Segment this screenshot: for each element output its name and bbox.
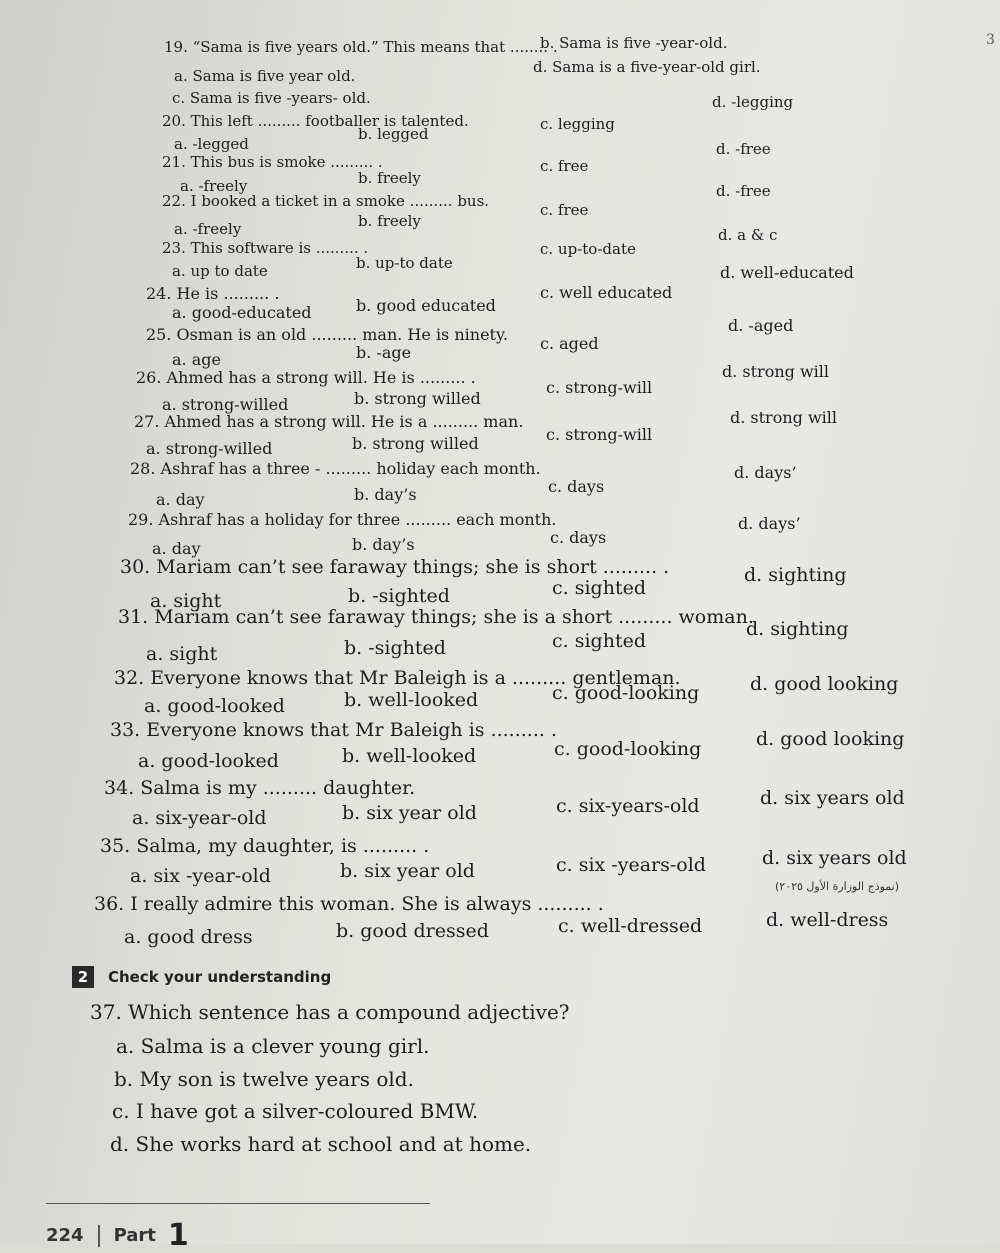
q27-option-b: b. strong willed bbox=[352, 434, 479, 453]
question-20: 20. This left ......... footballer is talented. bbox=[162, 112, 469, 130]
q35-option-a: a. six -year-old bbox=[130, 865, 271, 887]
section-header bbox=[72, 966, 331, 988]
q28-option-a: a. day bbox=[156, 490, 205, 509]
question-22: 22. I booked a ticket in a smoke ......... bus. bbox=[162, 192, 490, 210]
q21-option-b: b. freely bbox=[358, 169, 421, 187]
q29-option-d: d. days’ bbox=[738, 514, 801, 533]
q19-option-b: b. Sama is five -year-old. bbox=[540, 34, 728, 52]
q23-option-c: c. up-to-date bbox=[540, 240, 636, 258]
q35-option-b: b. six year old bbox=[340, 860, 475, 882]
q37-option-d: d. She works hard at school and at home. bbox=[110, 1132, 532, 1156]
q29-option-c: c. days bbox=[550, 528, 607, 547]
question-32: 32. Everyone knows that Mr Baleigh is a ......... gentleman. bbox=[114, 667, 681, 689]
q36-option-d: d. well-dress bbox=[766, 909, 889, 931]
question-28: 28. Ashraf has a three - ......... holiday each month. bbox=[130, 459, 541, 478]
q28-option-b: b. day’s bbox=[354, 485, 417, 504]
q19-option-d: d. Sama is a five-year-old girl. bbox=[533, 58, 761, 76]
question-25: 25. Osman is an old ......... man. He is ninety. bbox=[146, 325, 508, 344]
question-30: 30. Mariam can’t see faraway things; she is short ......... . bbox=[120, 556, 670, 578]
q31-option-b: b. -sighted bbox=[344, 637, 446, 659]
q20-option-a: a. -legged bbox=[174, 135, 249, 153]
question-35: 35. Salma, my daughter, is ......... . bbox=[100, 835, 430, 857]
section-title: Check your understanding bbox=[108, 968, 332, 986]
footer-separator bbox=[98, 1225, 100, 1247]
q34-option-c: c. six-years-old bbox=[556, 795, 700, 817]
q28-option-c: c. days bbox=[548, 477, 605, 496]
q25-option-c: c. aged bbox=[540, 334, 599, 353]
question-23: 23. This software is ......... . bbox=[162, 239, 369, 257]
q34-option-d: d. six years old bbox=[760, 787, 905, 809]
part-number: 1 bbox=[167, 1218, 189, 1253]
q35-option-c: c. six -years-old bbox=[556, 854, 706, 876]
q21-option-a: a. -freely bbox=[180, 177, 248, 195]
q32-option-d: d. good looking bbox=[750, 673, 899, 695]
question-31: 31. Mariam can’t see faraway things; she is a short ......... woman. bbox=[118, 606, 754, 628]
q19-option-a: a. Sama is five year old. bbox=[174, 67, 356, 85]
q34-option-b: b. six year old bbox=[342, 802, 477, 824]
q20-option-c: c. legging bbox=[540, 115, 615, 133]
q37-option-a: a. Salma is a clever young girl. bbox=[116, 1034, 430, 1058]
q25-option-a: a. age bbox=[172, 350, 221, 369]
q32-option-a: a. good-looked bbox=[144, 695, 285, 717]
page-footer bbox=[46, 1218, 189, 1253]
footer-rule bbox=[46, 1203, 430, 1204]
q30-option-c: c. sighted bbox=[552, 577, 646, 599]
q29-option-b: b. day’s bbox=[352, 535, 415, 554]
q31-option-d: d. sighting bbox=[746, 618, 849, 640]
q27-option-c: c. strong-will bbox=[546, 425, 653, 444]
q26-option-b: b. strong willed bbox=[354, 389, 481, 408]
q31-option-c: c. sighted bbox=[552, 630, 646, 652]
question-34: 34. Salma is my ......... daughter. bbox=[104, 777, 416, 799]
q30-option-b: b. -sighted bbox=[348, 585, 450, 607]
q31-option-a: a. sight bbox=[146, 643, 218, 665]
q21-option-c: c. free bbox=[540, 157, 589, 175]
question-26: 26. Ahmed has a strong will. He is ......... . bbox=[136, 368, 476, 387]
question-33: 33. Everyone knows that Mr Baleigh is ......... . bbox=[110, 719, 558, 741]
question-21: 21. This bus is smoke ......... . bbox=[162, 153, 383, 171]
q37-option-b: b. My son is twelve years old. bbox=[114, 1067, 414, 1091]
q20-option-d: d. -legging bbox=[712, 93, 794, 111]
q27-option-a: a. strong-willed bbox=[146, 439, 273, 458]
q32-option-b: b. well-looked bbox=[344, 689, 479, 711]
question-24: 24. He is ......... . bbox=[146, 284, 280, 303]
part-label: Part bbox=[113, 1225, 156, 1246]
corner-mark: 3 bbox=[986, 32, 995, 48]
question-37: 37. Which sentence has a compound adjective? bbox=[90, 1000, 570, 1024]
q24-option-b: b. good educated bbox=[356, 296, 496, 315]
section-number: 2 bbox=[72, 966, 94, 988]
q36-option-a: a. good dress bbox=[124, 926, 253, 948]
q23-option-a: a. up to date bbox=[172, 262, 268, 280]
question-36: 36. I really admire this woman. She is always ......... . bbox=[94, 893, 604, 915]
q26-option-a: a. strong-willed bbox=[162, 395, 289, 414]
question-27: 27. Ahmed has a strong will. He is a ......... man. bbox=[134, 412, 524, 431]
q26-option-c: c. strong-will bbox=[546, 378, 653, 397]
q22-option-d: d. -free bbox=[716, 182, 771, 200]
q19-option-c: c. Sama is five -years- old. bbox=[172, 89, 371, 107]
source-note: (نموذج الوزارة الأول ٢٠٢٥) bbox=[775, 880, 899, 893]
q24-option-a: a. good-educated bbox=[172, 303, 312, 322]
q20-option-b: b. legged bbox=[358, 125, 429, 143]
q29-option-a: a. day bbox=[152, 539, 201, 558]
q22-option-a: a. -freely bbox=[174, 220, 242, 238]
q33-option-d: d. good looking bbox=[756, 728, 905, 750]
q21-option-d: d. -free bbox=[716, 140, 771, 158]
q35-option-d: d. six years old bbox=[762, 847, 907, 869]
q28-option-d: d. days’ bbox=[734, 463, 797, 482]
q23-option-d: d. a & c bbox=[718, 226, 778, 244]
q24-option-d: d. well-educated bbox=[720, 263, 854, 282]
q30-option-d: d. sighting bbox=[744, 564, 847, 586]
q22-option-c: c. free bbox=[540, 201, 589, 219]
q37-option-c: c. I have got a silver-coloured BMW. bbox=[112, 1099, 479, 1123]
q27-option-d: d. strong will bbox=[730, 408, 838, 427]
q36-option-c: c. well-dressed bbox=[558, 915, 703, 937]
question-29: 29. Ashraf has a holiday for three ......... each month. bbox=[128, 510, 557, 529]
page-number: 224 bbox=[46, 1225, 84, 1246]
q33-option-c: c. good-looking bbox=[554, 738, 702, 760]
q36-option-b: b. good dressed bbox=[336, 920, 489, 942]
q33-option-a: a. good-looked bbox=[138, 750, 279, 772]
q25-option-d: d. -aged bbox=[728, 316, 794, 335]
question-19: 19. “Sama is five years old.” This means that ........ . bbox=[164, 38, 558, 56]
q24-option-c: c. well educated bbox=[540, 283, 673, 302]
q23-option-b: b. up-to date bbox=[356, 254, 453, 272]
q22-option-b: b. freely bbox=[358, 212, 421, 230]
q33-option-b: b. well-looked bbox=[342, 745, 477, 767]
q25-option-b: b. -age bbox=[356, 343, 412, 362]
q32-option-c: c. good-looking bbox=[552, 682, 700, 704]
q26-option-d: d. strong will bbox=[722, 362, 830, 381]
q30-option-a: a. sight bbox=[150, 590, 222, 612]
q34-option-a: a. six-year-old bbox=[132, 807, 267, 829]
